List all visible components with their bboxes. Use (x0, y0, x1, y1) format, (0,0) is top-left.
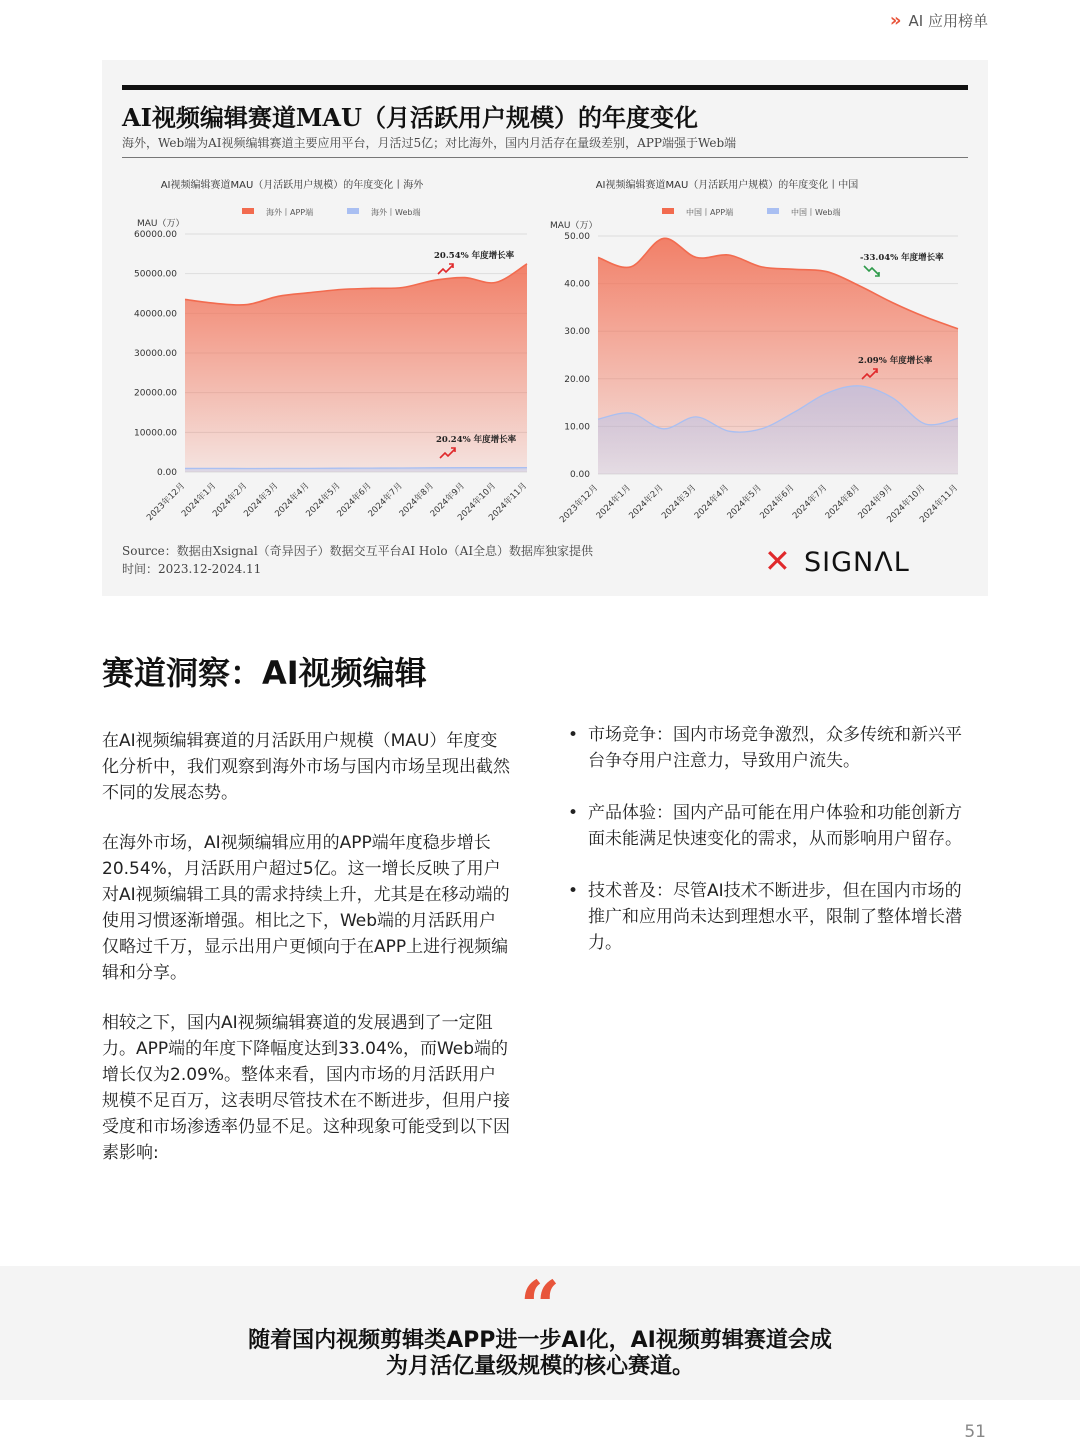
y-tick-label: 20.00 (564, 374, 590, 385)
y-tick-label: 40.00 (564, 279, 590, 290)
growth-annotation: 20.24% 年度增长率 (436, 435, 517, 445)
quote-line: 随着国内视频剪辑类APP进一步AI化，AI视频剪辑赛道会成 (248, 1328, 832, 1353)
legend-label: 海外丨Web端 (371, 208, 421, 217)
y-tick-label: 40000.00 (134, 309, 177, 320)
bullet-text: 市场竞争：国内市场竞争激烈，众多传统和新兴平台争夺用户注意力，导致用户流失。 (588, 725, 962, 771)
legend-swatch (767, 208, 779, 214)
quote-band (0, 1266, 1080, 1400)
y-tick-label: 50000.00 (134, 269, 177, 280)
y-tick-label: 10000.00 (134, 428, 177, 439)
bullet-dot-icon: • (568, 881, 579, 901)
bullet-item (568, 722, 978, 774)
source-note (122, 542, 593, 578)
legend-label: 中国丨APP端 (686, 208, 734, 217)
x-tick-label: 2024年10月 (455, 481, 499, 524)
panel-subtitle: 海外，Web端为AI视频编辑赛道主要应用平台，月活过5亿；对比海外，国内月活存在量级差别，APP端强于Web端 (122, 136, 737, 150)
x-tick-label: 2024年1月 (594, 483, 633, 522)
legend-label: 中国丨Web端 (791, 208, 841, 217)
header-label: AI 应用榜单 (908, 12, 988, 30)
chart-title: AI视频编辑赛道MAU（月活跃用户规模）的年度变化丨中国 (595, 180, 859, 191)
bullet-item (568, 878, 978, 956)
x-tick-label: 2023年12月 (145, 481, 188, 524)
logo-mark-icon: ✕ (764, 544, 791, 578)
x-tick-label: 2024年8月 (397, 481, 436, 520)
x-tick-label: 2024年9月 (428, 481, 467, 520)
bullet-text: 产品体验：国内产品可能在用户体验和功能创新方面未能满足快速变化的需求，从而影响用户留存。 (588, 803, 962, 849)
panel-bottom-rule (122, 157, 968, 158)
body-right-column (568, 722, 978, 982)
x-tick-label: 2024年4月 (273, 481, 312, 520)
x-tick-label: 2024年10月 (885, 483, 928, 526)
chart-overseas (112, 170, 542, 540)
legend-label: 海外丨APP端 (266, 208, 314, 217)
y-axis-label: MAU（万） (550, 221, 598, 231)
quote-mark-icon: “ (519, 1265, 561, 1348)
y-tick-label: 30.00 (564, 327, 590, 338)
y-tick-label: 10.00 (564, 422, 590, 433)
x-tick-label: 2024年2月 (211, 481, 250, 520)
chart-panel (102, 60, 988, 596)
x-tick-label: 2024年5月 (304, 481, 343, 520)
x-tick-label: 2024年5月 (725, 483, 764, 522)
y-tick-label: 0.00 (569, 470, 590, 480)
paragraph: 相较之下，国内AI视频编辑赛道的发展遇到了一定阻力。APP端的年度下降幅度达到33.04%，而Web端的增长仅为2.09%。整体来看，国内市场的月活跃用户规模不足百万，这表明尽管技术在不断进步，但用户接受度和市场渗透率仍显不足。这种现象可能受到以下因素影响: (102, 1013, 510, 1163)
y-axis-label: MAU（万） (137, 219, 185, 229)
x-tick-label: 2024年8月 (823, 483, 862, 522)
bullet-text: 技术普及：尽管AI技术不断进步，但在国内市场的推广和应用尚未达到理想水平，限制了整体增长潜力。 (588, 881, 962, 953)
x-tick-label: 2024年11月 (918, 483, 961, 526)
x-tick-label: 2024年6月 (335, 481, 374, 520)
xsignal-logo (764, 544, 964, 582)
x-tick-label: 2024年6月 (758, 483, 797, 522)
paragraph: 在AI视频编辑赛道的月活跃用户规模（MAU）年度变化分析中，我们观察到海外市场与国内市场呈现出截然不同的发展态势。 (102, 731, 510, 803)
time-line: 时间：2023.12-2024.11 (122, 562, 262, 576)
x-tick-label: 2024年11月 (487, 481, 530, 524)
bullet-dot-icon: • (568, 725, 579, 745)
x-tick-label: 2024年1月 (179, 481, 219, 520)
trend-up-icon (438, 265, 453, 274)
legend-swatch (347, 208, 359, 214)
bullet-item (568, 800, 978, 852)
trend-down-icon (864, 266, 879, 275)
x-tick-label: 2023年12月 (558, 483, 601, 526)
bullet-dot-icon: • (568, 803, 579, 823)
legend-swatch (242, 208, 254, 214)
x-tick-label: 2024年9月 (856, 483, 895, 522)
chart-china (542, 170, 982, 540)
y-tick-label: 30000.00 (134, 349, 177, 359)
x-tick-label: 2024年3月 (660, 483, 699, 522)
panel-top-rule (122, 85, 968, 90)
legend-swatch (662, 208, 674, 214)
x-tick-label: 2024年4月 (692, 483, 732, 522)
y-tick-label: 50.00 (564, 232, 590, 242)
body-left-column (102, 728, 512, 1190)
quote-text (0, 1328, 1080, 1380)
x-tick-label: 2024年7月 (790, 483, 830, 522)
growth-annotation: -33.04% 年度增长率 (860, 253, 944, 263)
y-tick-label: 0.00 (156, 468, 177, 478)
quote-line: 为月活亿量级规模的核心赛道。 (385, 1354, 694, 1379)
y-tick-label: 20000.00 (134, 388, 177, 399)
y-tick-label: 60000.00 (134, 230, 177, 240)
source-line: Source：数据由Xsignal（奇异因子）数据交互平台AI Holo（AI全息）数据库独家提供 (122, 544, 594, 558)
growth-annotation: 20.54% 年度增长率 (434, 251, 515, 261)
x-tick-label: 2024年3月 (242, 481, 281, 520)
paragraph: 在海外市场，AI视频编辑应用的APP端年度稳步增长20.54%，月活跃用户超过5亿。这一增长反映了用户对AI视频编辑工具的需求持续上升，尤其是在移动端的使用习惯逐渐增强。相比之下，Web端的月活跃用户仅略过千万，显示出用户更倾向于在APP上进行视频编辑和分享。 (102, 833, 510, 983)
panel-title: AI视频编辑赛道MAU（月活跃用户规模）的年度变化 (122, 103, 698, 132)
page-number: 51 (964, 1422, 986, 1442)
x-tick-label: 2024年7月 (366, 481, 405, 520)
chart-title: AI视频编辑赛道MAU（月活跃用户规模）的年度变化丨海外 (160, 180, 424, 191)
logo-text: SIGNΛL (804, 547, 910, 578)
header-brand (890, 10, 988, 31)
double-chevron-icon: » (889, 10, 899, 31)
growth-annotation: 2.09% 年度增长率 (858, 356, 933, 366)
x-tick-label: 2024年2月 (627, 483, 666, 522)
section-title: 赛道洞察：AI视频编辑 (102, 654, 427, 692)
